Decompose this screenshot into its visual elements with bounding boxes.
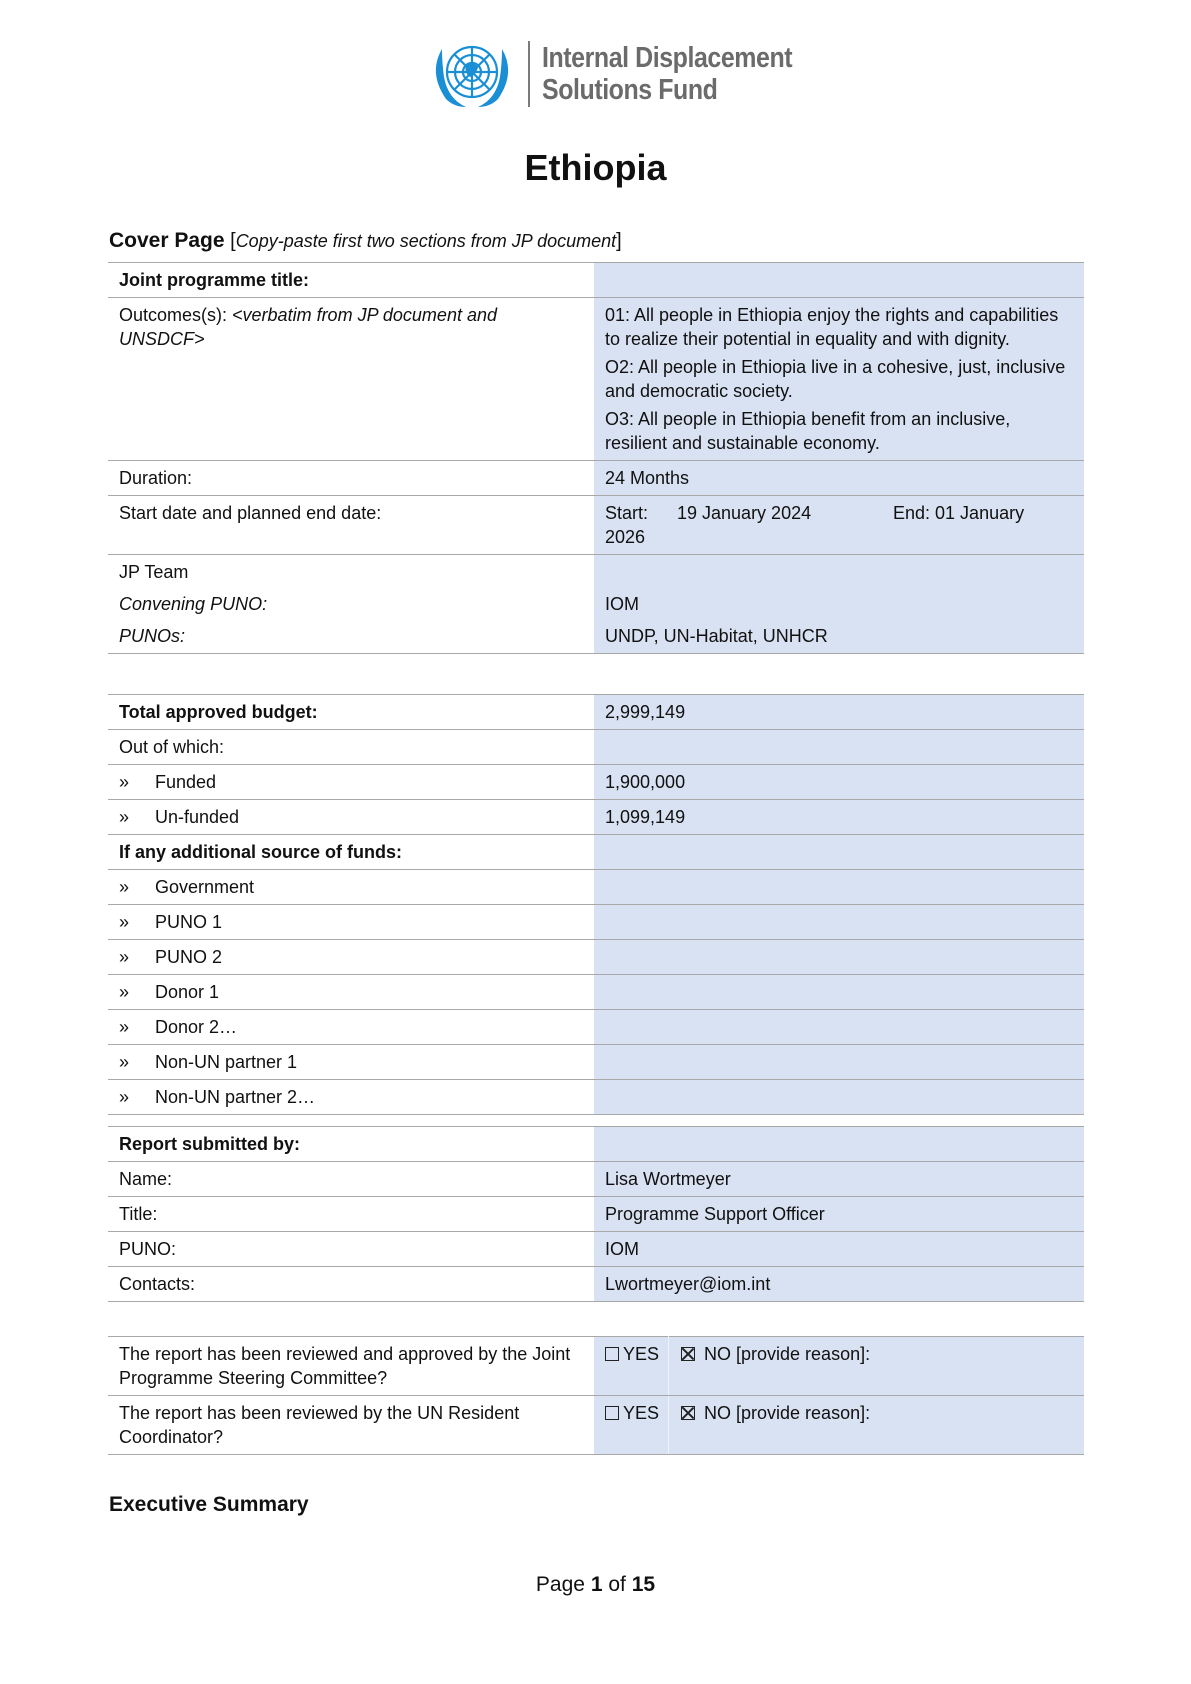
table-row (108, 1010, 1084, 1045)
review-question-1: The report has been reviewed and approved by the Joint Programme Steering Committee? (108, 1337, 594, 1396)
bullet: » (119, 912, 130, 932)
unfunded-value: 1,099,149 (594, 800, 1084, 835)
name-label: Name: (108, 1162, 594, 1197)
table-row (108, 975, 1084, 1010)
team-label (108, 555, 594, 654)
outcomes-value (594, 298, 1084, 461)
page-footer (0, 1573, 1191, 1597)
table-row (108, 905, 1084, 940)
end-value: End: 01 January (893, 503, 1025, 523)
bullet: » (119, 807, 130, 827)
title-value: Programme Support Officer (594, 1197, 1084, 1232)
table-row (108, 1396, 1084, 1455)
table-row (108, 298, 1084, 461)
review-table (108, 1336, 1084, 1455)
source-value (594, 940, 1084, 975)
table-row (108, 1127, 1084, 1162)
jp-title-value (594, 263, 1084, 298)
source-value (594, 1010, 1084, 1045)
cover-heading-text: Cover Page (109, 229, 225, 252)
source-puno-1 (108, 905, 594, 940)
unfunded-text: Un-funded (155, 807, 240, 827)
submitted-by-table (108, 1126, 1084, 1302)
additional-funds-value (594, 835, 1084, 870)
current-page: 1 (590, 1573, 603, 1596)
source-label: Non-UN partner 2… (155, 1087, 316, 1107)
table-row (108, 695, 1084, 730)
contacts-label: Contacts: (108, 1267, 594, 1302)
no-checked-checkbox-icon[interactable] (681, 1347, 695, 1361)
dates-label: Start date and planned end date: (108, 496, 594, 555)
bullet: » (119, 877, 130, 897)
executive-summary-heading: Executive Summary (109, 1493, 309, 1516)
un-emblem-icon (428, 37, 516, 111)
title-label: Title: (108, 1197, 594, 1232)
table-row (108, 800, 1084, 835)
jp-team-label: JP Team (119, 562, 189, 582)
table-row (108, 870, 1084, 905)
outcomes-label-note: <verbatim from JP document and UNSDCF> (119, 305, 497, 349)
table-row (108, 835, 1084, 870)
contacts-value: Lwortmeyer@iom.int (594, 1267, 1084, 1302)
submitted-by-value (594, 1127, 1084, 1162)
yes-checkbox-icon[interactable] (605, 1347, 619, 1361)
source-label: Donor 2… (155, 1017, 238, 1037)
outcome-2: O2: All people in Ethiopia live in a cohesive, just, inclusive and democratic society. (605, 357, 1066, 401)
fund-name (542, 42, 792, 106)
page-word: Page (535, 1573, 585, 1596)
bullet: » (119, 947, 130, 967)
source-non-un-partner-2 (108, 1080, 594, 1115)
source-label: PUNO 1 (155, 912, 223, 932)
table-row (108, 461, 1084, 496)
outcomes-label (108, 298, 594, 461)
yes-checkbox-icon[interactable] (605, 1406, 619, 1420)
review-question-2: The report has been reviewed by the UN Resident Coordinator? (108, 1396, 594, 1455)
source-value (594, 1045, 1084, 1080)
bullet: » (119, 1052, 130, 1072)
cover-note-close: ] (616, 230, 622, 252)
end-year: 2026 (605, 527, 646, 547)
no-label: NO [provide reason]: (704, 1403, 871, 1423)
no-checked-checkbox-icon[interactable] (681, 1406, 695, 1420)
table-row (108, 1162, 1084, 1197)
no-label: NO [provide reason]: (704, 1344, 871, 1364)
table-row (108, 940, 1084, 975)
total-pages: 15 (631, 1573, 656, 1596)
name-value: Lisa Wortmeyer (594, 1162, 1084, 1197)
total-budget-value: 2,999,149 (594, 695, 1084, 730)
submitted-by-label: Report submitted by: (108, 1127, 594, 1162)
budget-table (108, 694, 1084, 1115)
out-of-which-value (594, 730, 1084, 765)
review-2-yes (594, 1396, 669, 1455)
review-1-no (669, 1337, 1085, 1396)
source-non-un-partner-1 (108, 1045, 594, 1080)
table-row (108, 555, 1084, 654)
punos-label: PUNOs: (119, 626, 186, 646)
jp-title-label: Joint programme title: (108, 263, 594, 298)
review-1-yes (594, 1337, 669, 1396)
page-title: Ethiopia (524, 147, 667, 188)
outcome-3: O3: All people in Ethiopia benefit from an inclusive, resilient and sustainable economy. (605, 409, 1011, 453)
of-word: of (608, 1573, 626, 1596)
dates-value (594, 496, 1084, 555)
cover-page-heading (109, 228, 622, 254)
team-value (594, 555, 1084, 654)
funded-label (108, 765, 594, 800)
source-donor-2 (108, 1010, 594, 1045)
table-row (108, 1232, 1084, 1267)
document-header (428, 34, 833, 114)
total-budget-label: Total approved budget: (108, 695, 594, 730)
source-label: Government (155, 877, 255, 897)
table-row (108, 1197, 1084, 1232)
bullet: » (119, 1017, 130, 1037)
source-donor-1 (108, 975, 594, 1010)
funded-value: 1,900,000 (594, 765, 1084, 800)
table-row (108, 496, 1084, 555)
yes-label: YES (623, 1403, 660, 1423)
yes-label: YES (623, 1344, 660, 1364)
source-label: Donor 1 (155, 982, 220, 1002)
puno-value: IOM (594, 1232, 1084, 1267)
out-of-which-label: Out of which: (108, 730, 594, 765)
convening-puno-label: Convening PUNO: (119, 594, 268, 614)
convening-puno-value: IOM (605, 594, 639, 614)
source-puno-2 (108, 940, 594, 975)
source-label: PUNO 2 (155, 947, 223, 967)
bullet: » (119, 772, 130, 792)
source-label: Non-UN partner 1 (155, 1052, 298, 1072)
fund-name-line-2: Solutions Fund (542, 74, 718, 106)
table-row (108, 1080, 1084, 1115)
cover-note: Copy-paste first two sections from JP document (235, 231, 617, 251)
cover-note-open: [ (230, 230, 236, 252)
duration-label: Duration: (108, 461, 594, 496)
bullet: » (119, 1087, 130, 1107)
outcome-1: 01: All people in Ethiopia enjoy the rights and capabilities to realize their potential in equality and with dignity. (605, 305, 1059, 349)
start-label: Start: (605, 503, 649, 523)
source-value (594, 905, 1084, 940)
table-row (108, 1045, 1084, 1080)
outcomes-label-text: Outcomes(s): (119, 305, 233, 325)
table-row (108, 1337, 1084, 1396)
table-row (108, 1267, 1084, 1302)
table-row (108, 765, 1084, 800)
source-value (594, 1080, 1084, 1115)
review-2-no (669, 1396, 1085, 1455)
puno-label: PUNO: (108, 1232, 594, 1267)
bullet: » (119, 982, 130, 1002)
funded-text: Funded (155, 772, 217, 792)
fund-name-line-1: Internal Displacement (542, 42, 793, 74)
header-divider (528, 41, 530, 107)
duration-value: 24 Months (594, 461, 1084, 496)
source-value (594, 975, 1084, 1010)
programme-table (108, 262, 1084, 654)
table-row (108, 730, 1084, 765)
additional-funds-label: If any additional source of funds: (108, 835, 594, 870)
unfunded-label (108, 800, 594, 835)
source-government (108, 870, 594, 905)
punos-value: UNDP, UN-Habitat, UNHCR (605, 626, 828, 646)
table-row (108, 263, 1084, 298)
source-value (594, 870, 1084, 905)
start-value: 19 January 2024 (677, 503, 812, 523)
